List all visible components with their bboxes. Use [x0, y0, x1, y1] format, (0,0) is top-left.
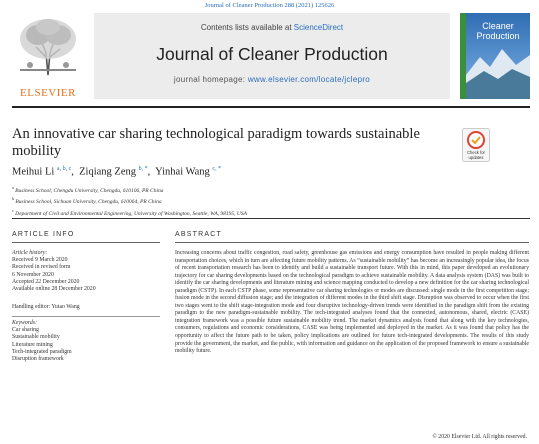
keywords-block [12, 320, 152, 363]
history-line: 6 November 2020 [12, 271, 54, 278]
elsevier-logo[interactable] [12, 13, 84, 99]
keyword-item: Disruption framework [12, 356, 64, 363]
journal-cover[interactable] [460, 13, 530, 99]
sciencedirect-link[interactable]: ScienceDirect [293, 23, 344, 32]
homepage-link[interactable]: www.elsevier.com/locate/jclepro [247, 75, 371, 84]
contents-line [94, 23, 450, 32]
journal-banner [94, 13, 450, 99]
affiliation-mark: a [12, 185, 14, 190]
keyword-item: Literature mining [12, 341, 53, 348]
header-divider [12, 106, 530, 108]
article-info-heading: ARTICLE INFO [12, 231, 75, 238]
abstract-rule [175, 242, 529, 243]
article-title: An innovative car sharing technological paradigm towards sustainable mobility [12, 126, 420, 159]
cover-image [460, 13, 530, 99]
abstract-text: Increasing concerns about traffic congestion, road safety, greenhouse gas emissions and energy consumption have resulted in people making different transportation choices, which in turn are affecting future mobility patterns. As “sustainable mobility” has become an increasingly popular idea, the focus of recent transportation research has been to identify and build a sustainable transport future. With this in mind, this paper developed an evolutionary trajectory for car sharing developments based on the technological paradigm to achieve sustainable mobility. A data analysis system (DAS) was built to identify the car sharing developments and literature mining and science mapping conducted to develop a new definition for the car sharing technological paradigm (CSTP). In each CSTP phase, some representative car sharing technologies or modes are discussed: single mode in the first competition stage; fusion mode in the second diffusion stage; and the integration of different modes in the third shift stage. Disruption was observed to occur when the first two stages went to the shift stage-integration mode and four disruptive technology-driven trends were identified in the paradigm shift from the existing paradigm to the new paradigm-sustainable mobility. The tech-integrated analyses found that the connected, autonomous, shared, electric (CASE) integration framework was a possible future sustainable mobility trend. The market dynamics analysis found that along with the key technologies, consumers, regulations and economic considerations, CASE was being implemented and deployed in the market. As it was found that policy has the opportunity to affect the future path to be taken, policy implications are outlined for future tech-integrated developments. The results of this study provide the government, the market, and the public, with information and guidance on the application of the proposed framework to ensure a sustainable mobility future. [175, 250, 529, 355]
homepage-line [94, 75, 450, 84]
author-affil-marks[interactable]: a, b, c [56, 166, 72, 172]
affiliation-text: Department of Civil and Environmental Engineering, University of Washington, Seattle, WA, 98195, USA [15, 210, 248, 217]
journal-title: Journal of Cleaner Production [156, 44, 388, 64]
homepage-prefix: journal homepage: [173, 75, 248, 84]
journal-header [12, 13, 530, 99]
affiliation-mark: b [12, 196, 14, 202]
keywords-heading: Keywords: [12, 320, 37, 326]
history-line: Received in revised form [12, 264, 71, 271]
author-affil-marks[interactable]: c, * [212, 166, 222, 172]
elsevier-tree-icon [12, 13, 84, 83]
section-divider [12, 218, 530, 219]
history-line: Available online 28 December 2020 [12, 286, 96, 293]
keywords-rule [12, 316, 160, 317]
journal-citation[interactable]: Journal of Cleaner Production 288 (2021) 125626 [204, 2, 335, 9]
affiliation-mark: c [12, 207, 14, 213]
affiliation-text: Business School, Chengdu University, Chengdu, 610106, PR China [15, 187, 164, 194]
keyword-item: Car sharing [12, 327, 39, 333]
author-name[interactable]: Yinhai Wang [155, 166, 210, 178]
author-affil-marks[interactable]: b, * [138, 166, 148, 172]
keyword-item: Sustainable mobility [12, 334, 60, 341]
affiliation-item [12, 184, 530, 195]
affiliation-item [12, 195, 530, 206]
check-updates-line1: Check for [467, 150, 485, 155]
affiliation-list [12, 184, 530, 218]
history-heading: Article history: [12, 250, 48, 256]
author-list: Meihui Li $^{a, b, c}$, Ziqiang Zeng $^{b, *}$, Yinhai Wang $^{c, *}$ [12, 166, 222, 178]
affiliation-text: Business School, Sichuan University, Chengdu, 610064, PR China [15, 199, 162, 206]
affiliation-item [12, 207, 530, 218]
check-updates-icon [462, 128, 490, 162]
handling-editor-text: Handling editor: Yutao Wang [12, 304, 80, 310]
author-name[interactable]: Meihui Li [12, 166, 55, 178]
check-for-updates-badge[interactable] [462, 128, 490, 162]
history-line: Accepted 22 December 2020 [12, 278, 80, 285]
abstract-heading: ABSTRACT [175, 231, 222, 238]
contents-prefix: Contents lists available at [200, 23, 294, 32]
history-line: Received 9 March 2020 [12, 257, 68, 263]
cover-title-1: Cleaner [482, 21, 514, 31]
copyright-notice: © 2020 Elsevier Ltd. All rights reserved. [432, 434, 527, 440]
handling-editor [12, 304, 152, 311]
keyword-item: Tech-integrated paradigm [12, 348, 72, 355]
author-name[interactable]: Ziqiang Zeng [79, 166, 136, 178]
publisher-name: ELSEVIER [20, 87, 76, 99]
check-updates-line2: updates [468, 155, 484, 160]
article-history [12, 250, 152, 293]
article-info-rule [12, 242, 160, 243]
cover-title-2: Production [476, 31, 520, 41]
